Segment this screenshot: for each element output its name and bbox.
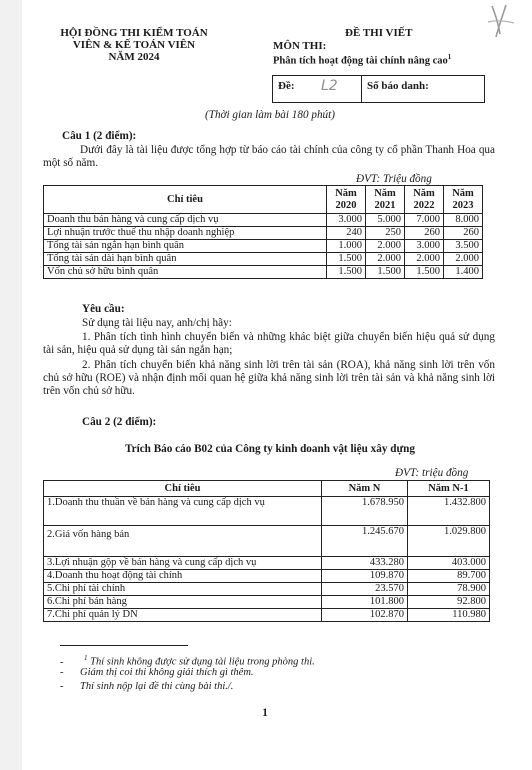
q1-cell: 240: [327, 227, 366, 240]
q2-title: Câu 2 (2 điểm):: [82, 416, 157, 428]
q1-cell: 1.500: [405, 266, 444, 279]
q1-cell: 2.000: [366, 240, 405, 253]
q1-cell: 1.400: [444, 266, 483, 279]
q1-cell: 250: [366, 227, 405, 240]
q1-cell: 260: [444, 227, 483, 240]
q1-requirement-2: 2. Phân tích chuyển biến khả năng sinh lời trên tài sản (ROA), khả năng sinh lời trên vốn chủ sở hữu (ROE) và nhận định mối quan hệ giữa khả năng sinh lời trên tài sản và khả năng sinh lời trên vốn chủ sở hữu.: [43, 359, 495, 397]
q1-title: Câu 1 (2 điểm):: [62, 130, 137, 142]
exam-code-label: Đề:: [278, 80, 295, 92]
q2-cell-n1: 78.900: [408, 583, 490, 596]
q1-year-word: Năm: [452, 187, 474, 199]
exam-code-cell: [273, 76, 362, 102]
table-row: [44, 214, 483, 227]
table-row: [44, 266, 483, 279]
q1-row-label: Tổng tài sản ngắn hạn bình quân: [44, 240, 327, 253]
q1-head-year-1: [327, 186, 366, 214]
footnote-3-text: Thí sinh nộp lại đề thi cùng bài thi./.: [80, 681, 234, 692]
q1-cell: 3.000: [405, 240, 444, 253]
q1-row-label: Tổng tài sản dài hạn bình quân: [44, 253, 327, 266]
q2-head-year-n: Năm N: [322, 481, 408, 497]
table-row: [44, 609, 490, 622]
q2-cell-n: 1.245.670: [322, 526, 408, 557]
q2-head-year-n1: Năm N-1: [408, 481, 490, 497]
q2-cell-n1: 110.980: [408, 609, 490, 622]
q2-cell-n: 101.800: [322, 596, 408, 609]
q2-cell-n1: 403.000: [408, 557, 490, 570]
q1-year-word: Năm: [374, 187, 396, 199]
council-line-1: HỘI ĐỒNG THI KIỂM TOÁN: [60, 27, 208, 39]
q1-cell: 3.000: [327, 214, 366, 227]
q2-subtitle: Trích Báo cáo B02 của Công ty kinh doanh vật liệu xây dựng: [125, 443, 415, 455]
council-line-2: VIÊN & KẾ TOÁN VIÊN: [72, 39, 196, 51]
q1-year-value: 2022: [413, 199, 435, 211]
q1-cell: 7.000: [405, 214, 444, 227]
table-row: [44, 227, 483, 240]
q1-table-header: [44, 186, 483, 214]
table-row: [44, 497, 490, 526]
q1-year-value: 2021: [374, 199, 396, 211]
q2-cell-n1: 89.700: [408, 570, 490, 583]
q1-head-year-4: [444, 186, 483, 214]
q1-cell: 2.000: [366, 253, 405, 266]
q2-row-label: 2.Giá vốn hàng bán: [44, 526, 322, 557]
q1-cell: 3.500: [444, 240, 483, 253]
exam-code-handwritten: L2: [321, 78, 338, 94]
q2-row-label: 1.Doanh thu thuần về bán hàng và cung cấp dịch vụ: [44, 497, 322, 526]
q2-cell-n1: 92.800: [408, 596, 490, 609]
q2-row-label: 5.Chi phí tài chính: [44, 583, 322, 596]
q2-cell-n1: 1.029.800: [408, 526, 490, 557]
q1-table: [43, 185, 483, 279]
table-row: [44, 596, 490, 609]
q1-cell: 2.000: [444, 253, 483, 266]
q2-cell-n1: 1.432.800: [408, 497, 490, 526]
subject-name-text: Phân tích hoạt động tài chính nâng cao: [273, 55, 448, 67]
q1-year-value: 2020: [335, 199, 357, 211]
table-row: [44, 557, 490, 570]
q1-row-label: Lợi nhuận trước thuế thu nhập doanh nghiệp: [44, 227, 327, 240]
table-row: [44, 583, 490, 596]
q2-cell-n: 109.870: [322, 570, 408, 583]
q1-row-label: Vốn chủ sở hữu bình quân: [44, 266, 327, 279]
page-number: 1: [262, 707, 268, 719]
q2-row-label: 6.Chi phí bán hàng: [44, 596, 322, 609]
q1-cell: 5.000: [366, 214, 405, 227]
q1-cell: 1.500: [366, 266, 405, 279]
footnote-1-ref: 1: [84, 654, 88, 662]
table-row: [44, 570, 490, 583]
q1-year-word: Năm: [413, 187, 435, 199]
time-note: (Thời gian làm bài 180 phút): [205, 109, 335, 121]
q2-cell-n: 1.678.950: [322, 497, 408, 526]
footnote-dash: -: [60, 681, 64, 692]
q2-cell-n: 433.280: [322, 557, 408, 570]
table-row: [44, 526, 490, 557]
q1-intro: Dưới đây là tài liệu được tổng hợp từ báo cáo tài chính của công ty cổ phần Thanh Hoa qua một số năm.: [43, 144, 495, 169]
q1-unit: ĐVT: Triệu đồng: [356, 173, 432, 185]
q1-requirements-intro: Sử dụng tài liệu nay, anh/chị hãy:: [82, 317, 232, 329]
q2-table: [43, 480, 490, 622]
q1-cell: 1.000: [327, 240, 366, 253]
q1-cell: 1.500: [327, 253, 366, 266]
footnote-3: [60, 681, 233, 693]
footnote-2-text: Giám thị coi thi không giải thích gì thêm.: [80, 667, 254, 678]
handwritten-mark: [486, 4, 516, 38]
q1-requirements-title: Yêu cầu:: [82, 303, 125, 315]
table-row: [44, 240, 483, 253]
q2-unit: ĐVT: triệu đồng: [395, 467, 469, 479]
q1-requirement-1: 1. Phân tích tình hình chuyển biến và những khác biệt giữa chuyển biến hiệu quả sử dụng tài sản, hiệu quả sử dụng tài sản ngắn hạn;: [43, 331, 495, 356]
subject-name: [273, 53, 523, 67]
q2-row-label: 3.Lợi nhuận gộp về bán hàng và cung cấp dịch vụ: [44, 557, 322, 570]
footnote-2: [60, 667, 254, 679]
footnote-1-text: Thí sinh không được sử dụng tài liệu trong phòng thi.: [90, 656, 315, 668]
q1-cell: 260: [405, 227, 444, 240]
q1-row-label: Doanh thu bán hàng và cung cấp dịch vụ: [44, 214, 327, 227]
exam-type: ĐỀ THI VIẾT: [345, 27, 413, 39]
q1-head-year-3: [405, 186, 444, 214]
q1-cell: 2.000: [405, 253, 444, 266]
footnote-dash: -: [60, 656, 64, 668]
code-id-box: [272, 75, 485, 103]
q2-head-label: Chỉ tiêu: [44, 481, 322, 497]
q1-cell: 1.500: [327, 266, 366, 279]
footnote-dash: -: [60, 667, 64, 678]
footnote-rule: [60, 645, 188, 646]
subject-footnote-ref: 1: [447, 53, 452, 61]
table-row: [44, 253, 483, 266]
q2-table-header: [44, 481, 490, 497]
q1-head-year-2: [366, 186, 405, 214]
page-edge-shadow: [0, 0, 22, 770]
council-header: [44, 27, 224, 63]
q1-head-label: Chỉ tiêu: [44, 186, 327, 214]
council-year: NĂM 2024: [108, 51, 160, 63]
q2-row-label: 7.Chi phí quản lý DN: [44, 609, 322, 622]
q2-cell-n: 102.870: [322, 609, 408, 622]
subject-label: MÔN THI:: [273, 40, 327, 52]
q1-year-word: Năm: [335, 187, 357, 199]
q1-year-value: 2023: [452, 199, 474, 211]
q2-row-label: 4.Doanh thu hoạt động tài chính: [44, 570, 322, 583]
candidate-id-label: Số báo danh:: [367, 80, 429, 92]
q2-cell-n: 23.570: [322, 583, 408, 596]
q1-cell: 8.000: [444, 214, 483, 227]
